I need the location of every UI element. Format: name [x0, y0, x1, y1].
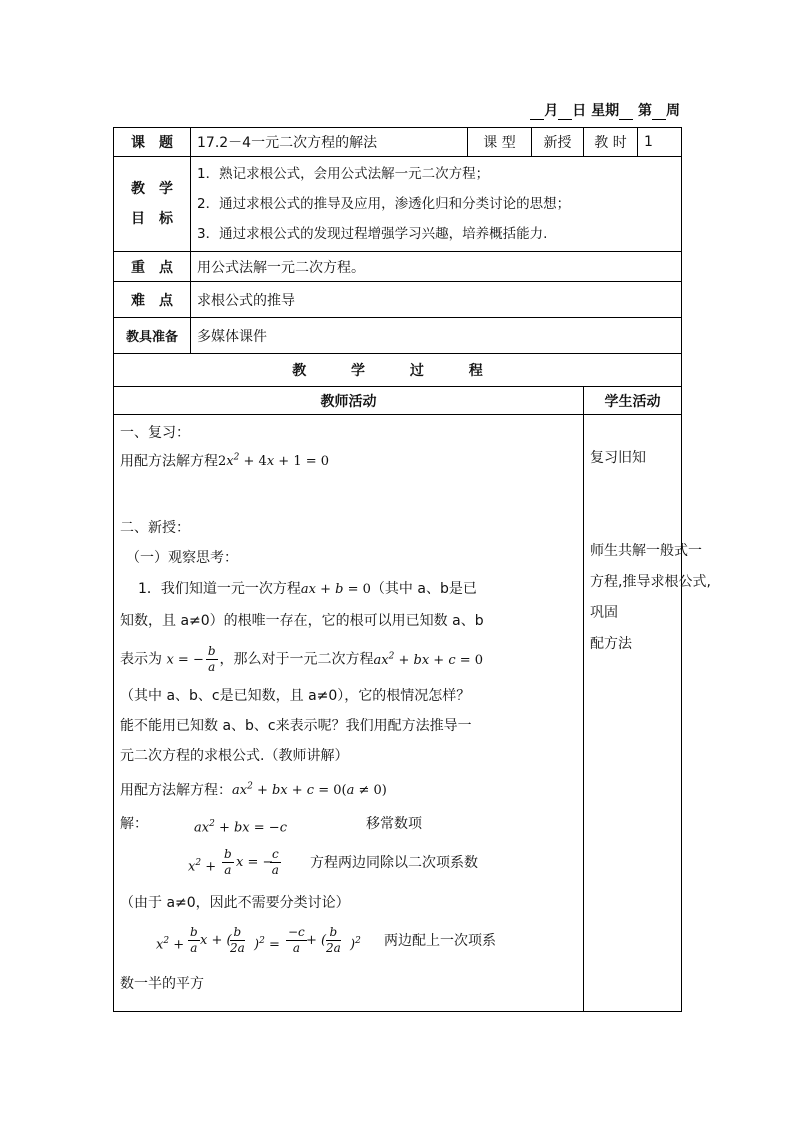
step2-eq-mid: x = − [236, 854, 274, 870]
student-line-5: 配方法 [590, 636, 632, 652]
fraction-b-over-2a: $\frac{b}{2a}$ [230, 924, 245, 955]
step2-equation: $x^2$ + [188, 857, 217, 875]
para-line-2: 知数，且 a≠0）的根唯一存在，它的根可以用已知数 a、b [120, 613, 484, 630]
para-line-1 [120, 573, 577, 606]
solve-intro-line [120, 771, 577, 807]
fraction-b-over-a-3: $\frac{b}{a}$ [190, 924, 198, 955]
difficulty-value: 求根公式的推导 [191, 282, 682, 318]
step1-line [120, 807, 577, 841]
key-value: 用公式法解一元二次方程。 [191, 252, 682, 282]
step2-line [120, 841, 577, 889]
step1-note: 移常数项 [366, 815, 422, 832]
para-1b: （其中 a、b是已 [370, 581, 477, 598]
goal-item: 3．通过求根公式的发现过程增强学习兴趣，培养概括能力. [197, 226, 548, 242]
student-line-2: 师生共解一般式一 [590, 543, 702, 559]
process-header-row [114, 387, 682, 415]
type-value: 新授 [532, 128, 584, 157]
teacher-activity [114, 415, 584, 1012]
step1-equation: $ax^2$ + bx = −c [194, 818, 287, 836]
linear-equation: ax + b = 0 [300, 582, 371, 598]
para-3a: 表示为 [120, 651, 162, 668]
solve-label: 解： [120, 815, 148, 832]
review-equation: $2x^2 + 4x + 1 = 0$ [218, 453, 330, 470]
difficulty-label: 难 点 [114, 282, 191, 318]
type-label: 课 型 [468, 128, 532, 157]
week-suffix: 周 [666, 103, 680, 119]
step3-x-plus: x + ( [200, 932, 232, 948]
date-line [530, 100, 680, 120]
student-header: 学生活动 [584, 387, 682, 415]
tools-value: 多媒体课件 [191, 318, 682, 354]
para-1a: 1．我们知道一元一次方程 [138, 581, 301, 598]
weekday-label: 星期 [591, 103, 620, 119]
key-row [114, 252, 682, 282]
day-label: 日 [572, 103, 587, 119]
linear-root: x = − [166, 652, 204, 668]
topic-label: 课 题 [114, 128, 191, 157]
goals-list [191, 157, 682, 252]
fraction-c-over-a: $\frac{c}{a}$ [271, 846, 279, 877]
goals-row [114, 157, 682, 252]
step3-mid: )$^2$ = [254, 935, 280, 953]
quadratic-general: $ax^2$ + bx + c = 0 [373, 651, 484, 668]
topic-row [114, 128, 682, 157]
para-line-5: 能不能用已知数 a、b、c来表示呢？我们用配方法推导一 [120, 717, 472, 734]
fraction-b-over-a: $\frac{b}{a}$ [207, 644, 216, 675]
step3-equation: $x^2$ + [156, 935, 185, 953]
goals-label-line1: 教 学 [131, 181, 173, 197]
review-text: 用配方法解方程 [120, 453, 218, 470]
hours-label: 教 时 [584, 128, 638, 157]
step2-note: 方程两边同除以二次项系数 [310, 854, 478, 871]
process-title-row [114, 354, 682, 387]
hours-value: 1 [638, 128, 682, 157]
para-3b: ，那么对于一元二次方程 [219, 651, 374, 668]
step3-end: )$^2$ [350, 935, 361, 953]
new-title: 二、新授： [120, 520, 190, 537]
goals-label [114, 157, 191, 252]
student-review: 复习旧知 [590, 450, 646, 466]
solve-equation: $ax^2$ + bx + c = 0(a ≠ 0) [232, 781, 387, 798]
goal-item: 1．熟记求根公式，会用公式法解一元二次方程； [197, 166, 490, 182]
step3-line [120, 917, 577, 969]
topic-value: 17.2－4一元二次方程的解法 [191, 128, 468, 157]
tools-row [114, 318, 682, 354]
key-label: 重 点 [114, 252, 191, 282]
step3-cont: 数一半的平方 [120, 975, 204, 992]
month-label: 月 [544, 103, 559, 119]
goals-label-line2: 目 标 [131, 211, 173, 227]
step3-note: 两边配上一次项系 [384, 932, 496, 949]
process-title: 教 学 过 程 [114, 354, 682, 387]
student-line-4: 巩固 [590, 605, 618, 621]
step2-cont: （由于 a≠0，因此不需要分类讨论） [120, 894, 350, 911]
tools-label: 教具准备 [114, 318, 191, 354]
teacher-header: 教师活动 [114, 387, 584, 415]
fraction-b-over-2a-2: $\frac{b}{2a}$ [326, 924, 341, 955]
process-body-row [114, 415, 682, 1012]
student-line-3: 方程,推导求根公式, [590, 574, 711, 590]
review-line [120, 445, 577, 475]
fraction-neg-c-over-a: $\frac{-c}{a}$ [288, 924, 305, 955]
para-line-3 [120, 636, 577, 680]
review-title: 一、复习： [120, 425, 190, 441]
difficulty-row [114, 282, 682, 318]
para-line-4: （其中 a、b、c是已知数，且 a≠0），它的根情况怎样？ [120, 687, 471, 704]
solve-intro: 用配方法解方程： [120, 781, 232, 798]
lesson-plan-table [113, 127, 711, 1012]
goal-item: 2．通过求根公式的推导及应用，渗透化归和分类讨论的思想； [197, 196, 571, 212]
fraction-b-over-a-2: $\frac{b}{a}$ [224, 846, 232, 877]
step3-plus: + ( [306, 932, 327, 948]
week-prefix: 第 [638, 103, 652, 119]
para-line-6: 元二次方程的求根公式.（教师讲解） [120, 747, 349, 764]
observe-title: （一）观察思考： [126, 550, 238, 567]
student-activity [584, 415, 711, 1012]
